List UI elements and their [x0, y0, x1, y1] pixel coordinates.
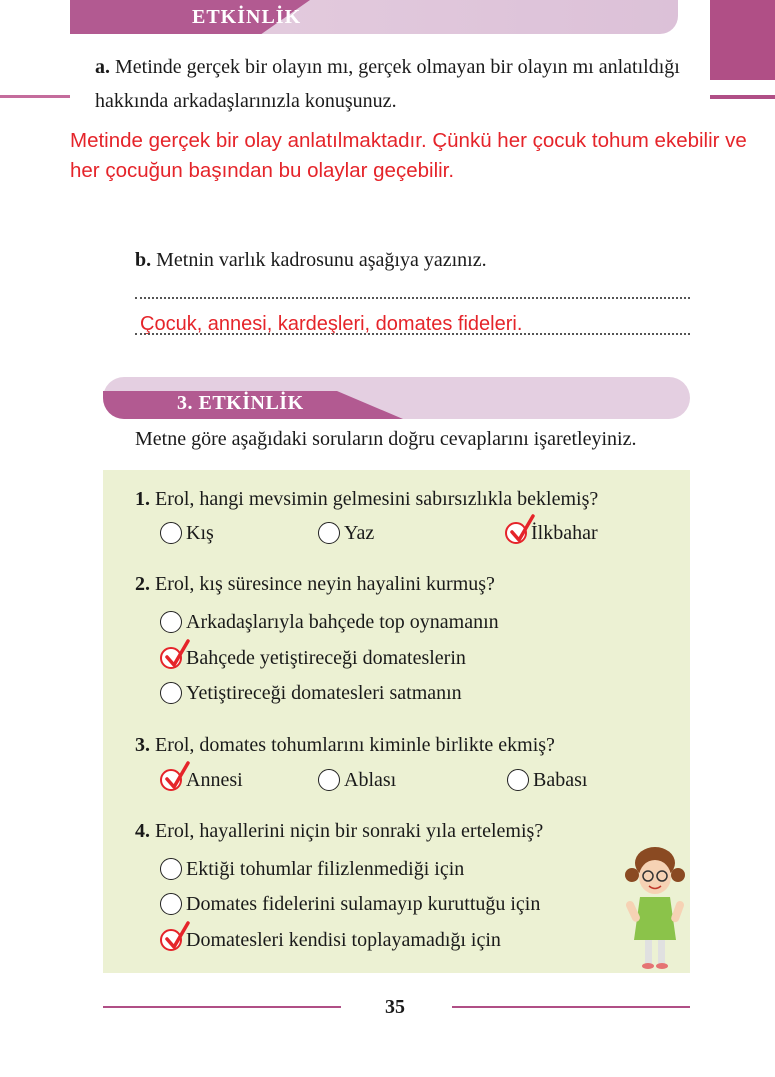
radio-icon[interactable]: [160, 858, 182, 880]
girl-illustration: [620, 845, 690, 973]
checkmark-icon: [509, 514, 535, 544]
question-b: [135, 249, 487, 272]
answer-option[interactable]: [160, 927, 501, 953]
answer-option[interactable]: [318, 520, 374, 546]
answer-option[interactable]: [160, 609, 499, 635]
top-banner-label: ETKİNLİK: [192, 6, 302, 28]
footer-line-right: [452, 1006, 690, 1008]
question-b-text: Metnin varlık kadrosunu aşağıya yazınız.: [156, 249, 487, 271]
radio-checked-icon[interactable]: [160, 769, 182, 791]
page-number: 35: [385, 996, 405, 1018]
radio-icon[interactable]: [318, 769, 340, 791]
question-text: Erol, kış süresince neyin hayalini kurmuş?: [155, 573, 495, 595]
radio-icon[interactable]: [160, 682, 182, 704]
radio-icon[interactable]: [318, 522, 340, 544]
question-3: [135, 734, 555, 757]
question-number: 4.: [135, 820, 150, 842]
answer-line-1: [135, 297, 690, 299]
activity3-instruction: Metne göre aşağıdaki soruların doğru cevaplarını işaretleyiniz.: [135, 428, 637, 450]
footer-line-left: [103, 1006, 341, 1008]
option-label: Ablası: [344, 768, 397, 791]
checkmark-icon: [164, 639, 190, 669]
checkmark-icon: [164, 761, 190, 791]
answer-option[interactable]: [160, 645, 466, 671]
question-text: Erol, hangi mevsimin gelmesini sabırsızlıkla beklemiş?: [155, 488, 599, 510]
answer-option[interactable]: [318, 767, 396, 793]
option-label: Domatesleri kendisi toplayamadığı için: [186, 928, 501, 951]
radio-checked-icon[interactable]: [160, 929, 182, 951]
option-label: Annesi: [186, 768, 243, 791]
question-number: 1.: [135, 488, 150, 510]
question-2: [135, 573, 495, 596]
right-tab-line: [710, 95, 775, 99]
question-number: 3.: [135, 734, 150, 756]
option-label: Arkadaşlarıyla bahçede top oynamanın: [186, 610, 499, 633]
answer-option[interactable]: [160, 520, 214, 546]
checkmark-icon: [164, 921, 190, 951]
question-a-text: Metinde gerçek bir olayın mı, gerçek olmayan bir olayın mı anlatıldığı hakkında arkadaşlarınızla konuşunuz.: [95, 56, 680, 112]
option-label: Bahçede yetiştireceği domateslerin: [186, 646, 466, 669]
question-text: Erol, domates tohumlarını kiminle birlikte ekmiş?: [155, 734, 555, 756]
answer-option[interactable]: [160, 767, 243, 793]
option-label: Kış: [186, 521, 214, 544]
answer-option[interactable]: [160, 891, 540, 917]
question-a: [95, 50, 695, 118]
answer-option[interactable]: [160, 680, 462, 706]
option-label: Ektiği tohumlar filizlenmediği için: [186, 857, 465, 880]
option-label: Yetiştireceği domatesleri satmanın: [186, 681, 462, 704]
option-label: Yaz: [344, 521, 375, 544]
question-number: 2.: [135, 573, 150, 595]
answer-line-2: [135, 333, 690, 335]
top-banner-mask: [40, 0, 70, 80]
option-label: Domates fidelerini sulamayıp kuruttuğu için: [186, 892, 541, 915]
right-tab-decoration: [710, 0, 775, 80]
question-b-letter: b.: [135, 249, 152, 271]
answer-option[interactable]: [160, 856, 464, 882]
question-1: [135, 488, 598, 511]
option-label: Babası: [533, 768, 588, 791]
answer-option[interactable]: [507, 767, 587, 793]
radio-icon[interactable]: [160, 893, 182, 915]
answer-option[interactable]: [505, 520, 598, 546]
radio-icon[interactable]: [160, 522, 182, 544]
question-4: [135, 820, 543, 843]
answer-a: Metinde gerçek bir olay anlatılmaktadır. Çünkü her çocuk tohum ekebilir ve her çocuğun başından bu olaylar geçebilir.: [70, 129, 747, 182]
activity3-label: 3. ETKİNLİK: [177, 392, 304, 414]
radio-icon[interactable]: [507, 769, 529, 791]
option-label: İlkbahar: [531, 521, 598, 544]
question-text: Erol, hayallerini niçin bir sonraki yıla ertelemiş?: [155, 820, 544, 842]
radio-checked-icon[interactable]: [160, 647, 182, 669]
question-a-letter: a.: [95, 56, 110, 78]
left-margin-line: [0, 95, 70, 98]
radio-checked-icon[interactable]: [505, 522, 527, 544]
answer-b: Çocuk, annesi, kardeşleri, domates fideleri.: [140, 313, 523, 335]
radio-icon[interactable]: [160, 611, 182, 633]
